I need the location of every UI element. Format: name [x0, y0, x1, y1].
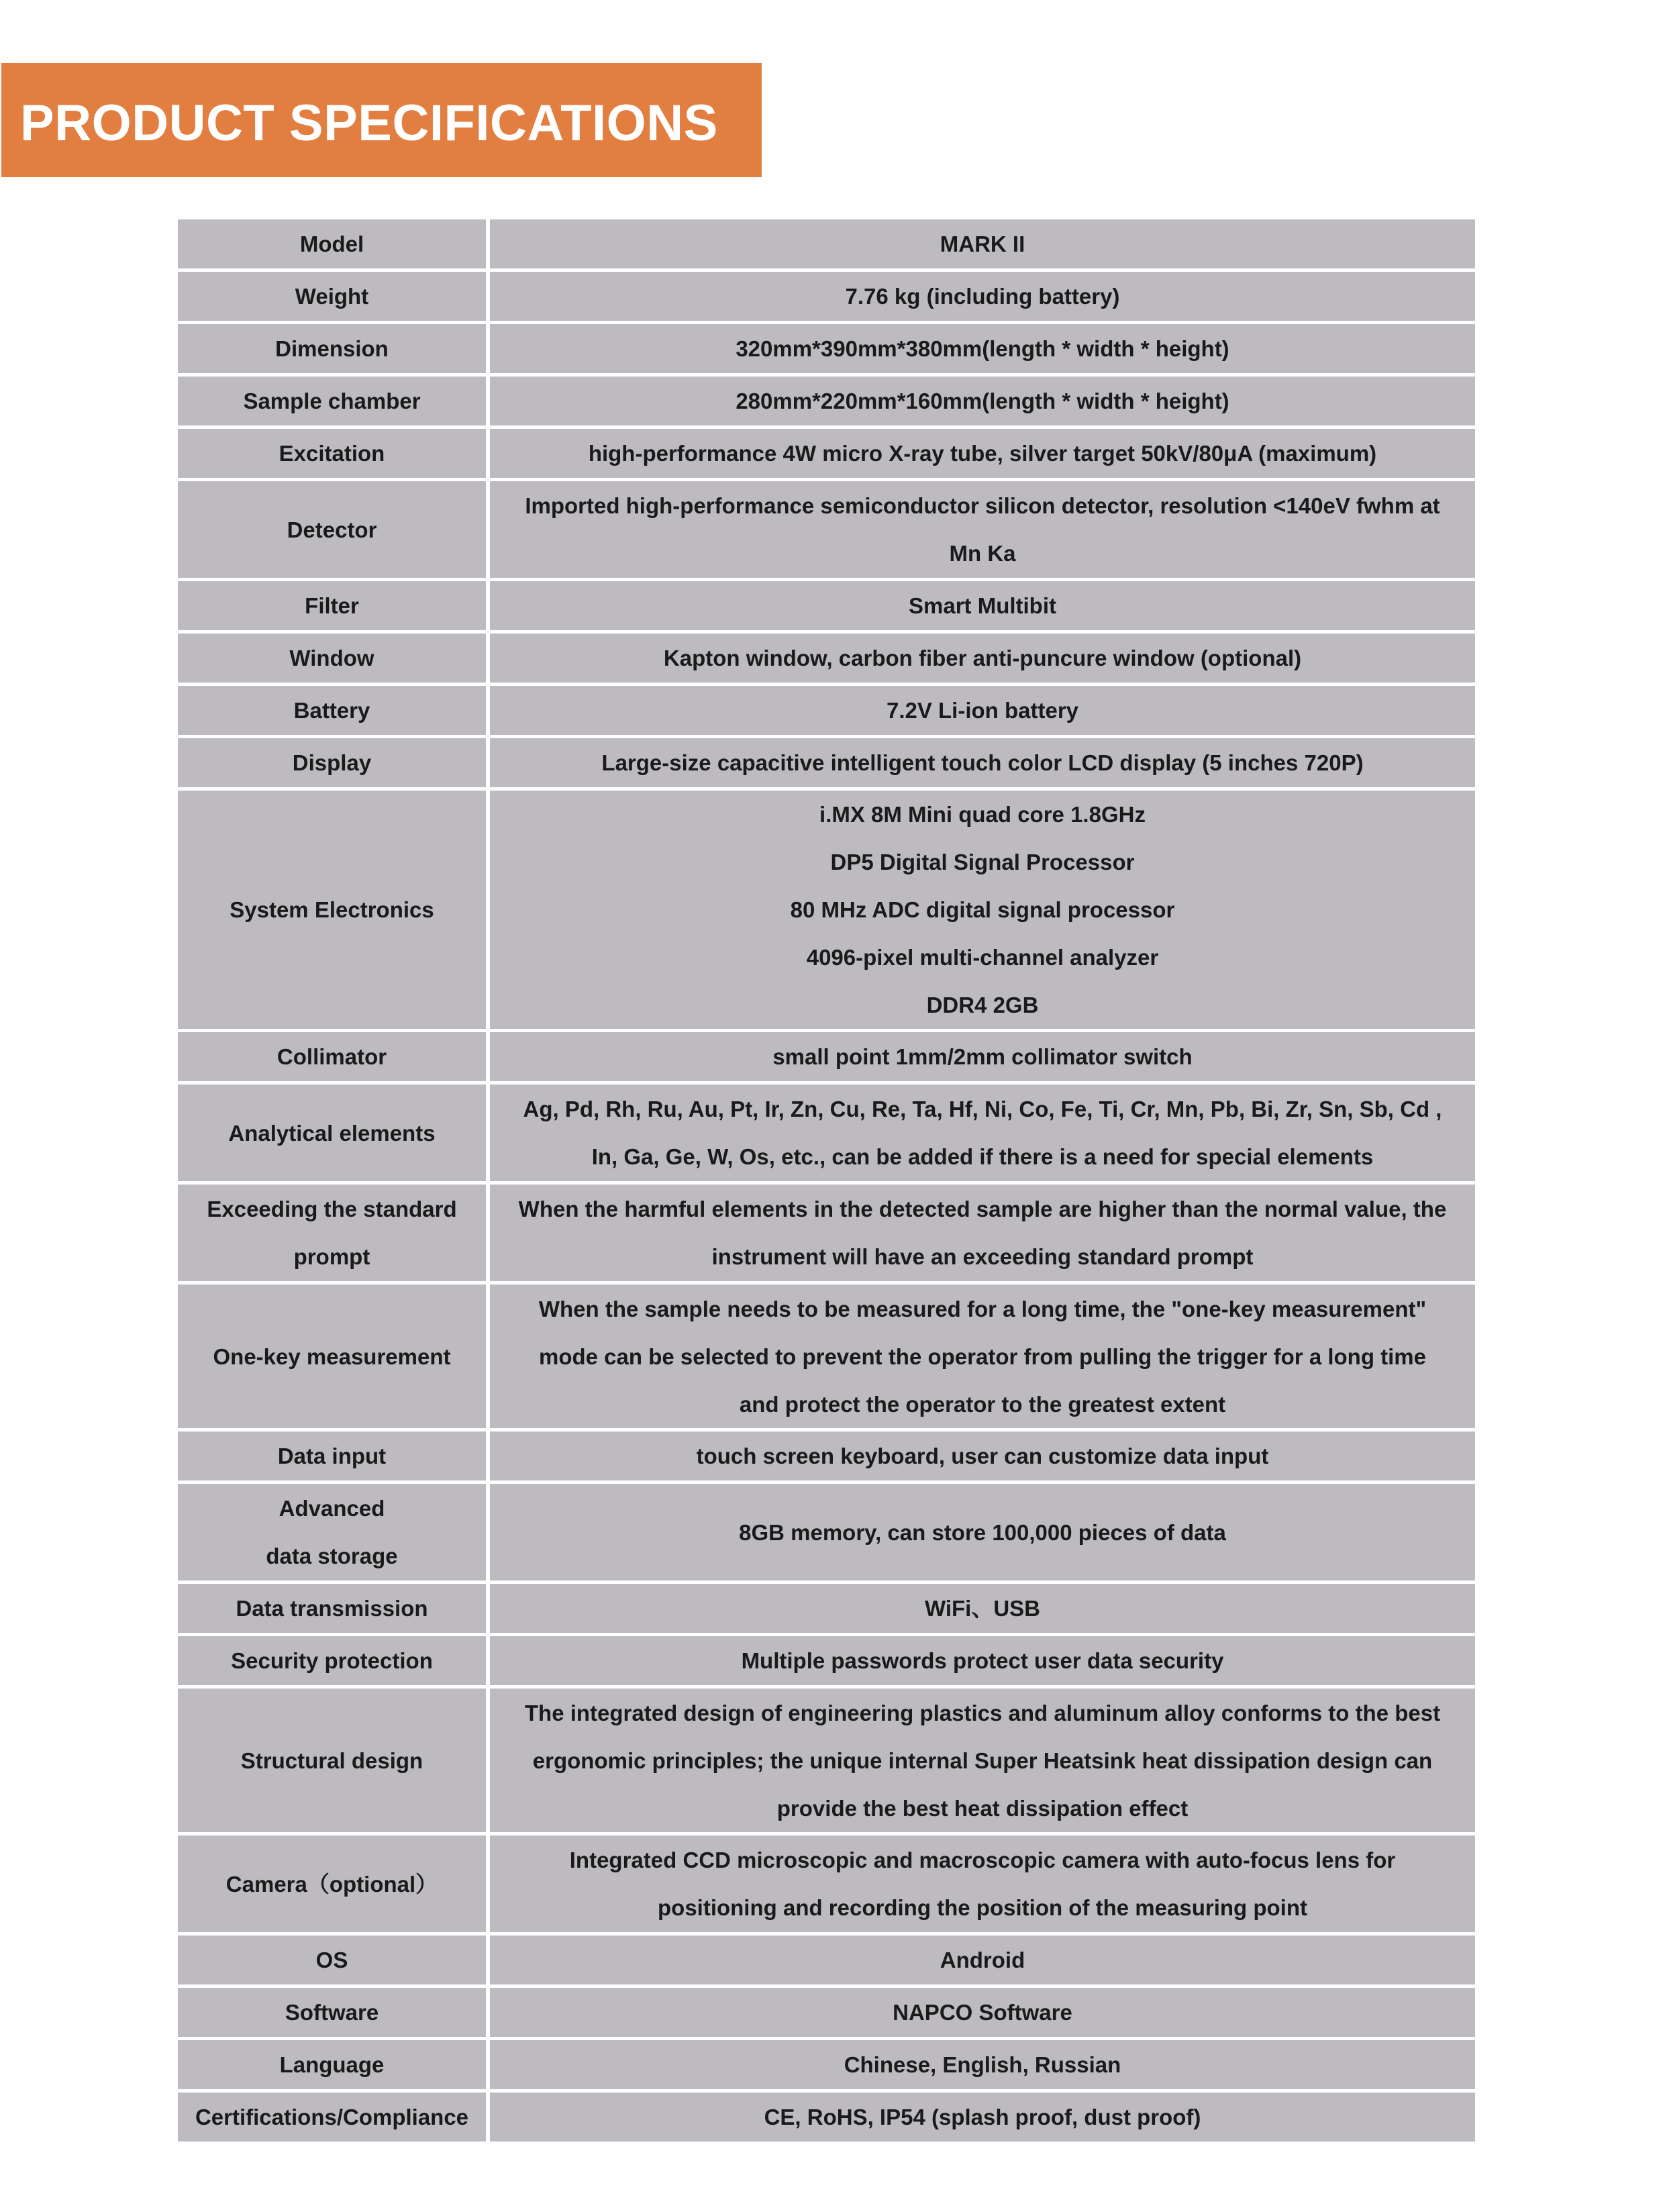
spec-value: 7.76 kg (including battery)	[845, 284, 1120, 309]
spec-label: Collimator	[276, 1044, 387, 1069]
spec-value-cell	[490, 1185, 1475, 1281]
spec-row	[178, 376, 1475, 425]
spec-value: 7.2V Li-ion battery	[886, 698, 1079, 723]
spec-label-cell	[178, 686, 490, 735]
spec-label: Exceeding the standard	[207, 1197, 457, 1221]
spec-label: Detector	[287, 517, 377, 542]
spec-row	[178, 581, 1475, 630]
spec-value-cell	[490, 1584, 1475, 1633]
spec-label: Model	[299, 232, 364, 256]
spec-label-cell	[178, 1689, 490, 1832]
spec-value: 4096-pixel multi-channel analyzer	[806, 945, 1159, 970]
spec-row	[178, 1085, 1475, 1181]
spec-row	[178, 272, 1475, 321]
spec-value: NAPCO Software	[893, 2000, 1072, 2025]
spec-label-cell	[178, 1584, 490, 1633]
spec-label-cell	[178, 481, 490, 578]
spec-label-cell	[178, 581, 490, 630]
spec-label: Analytical elements	[228, 1120, 436, 1146]
spec-value-cell	[490, 1032, 1475, 1081]
spec-value: touch screen keyboard, user can customize data input	[696, 1444, 1269, 1468]
spec-row	[178, 324, 1475, 373]
spec-value-cell	[490, 272, 1475, 321]
spec-label: Camera（optional）	[225, 1871, 438, 1897]
spec-label: OS	[315, 1948, 348, 1972]
spec-value: MARK II	[940, 232, 1025, 256]
page-title: PRODUCT SPECIFICATIONS	[20, 94, 718, 152]
spec-value: The integrated design of engineering plastics and aluminum alloy conforms to the best	[524, 1700, 1441, 1725]
spec-label-cell	[178, 1085, 490, 1181]
spec-value: When the harmful elements in the detected sample are higher than the normal value, the	[518, 1197, 1447, 1221]
spec-label-cell	[178, 634, 490, 683]
spec-value: 8GB memory, can store 100,000 pieces of data	[739, 1519, 1226, 1545]
spec-label-cell	[178, 272, 490, 321]
spec-label-cell	[178, 1285, 490, 1428]
spec-row	[178, 2040, 1475, 2089]
spec-label: Security protection	[231, 1648, 433, 1673]
spec-value: mode can be selected to prevent the operator from pulling the trigger for a long time	[538, 1344, 1426, 1369]
spec-label: Structural design	[240, 1748, 423, 1773]
spec-value: Large-size capacitive intelligent touch color LCD display (5 inches 720P)	[601, 750, 1364, 775]
specifications-table-body	[178, 219, 1475, 2142]
spec-value: Chinese, English, Russian	[844, 2052, 1121, 2077]
spec-label: Advanced	[279, 1496, 385, 1521]
spec-label: Display	[292, 750, 372, 775]
spec-value: 80 MHz ADC digital signal processor	[790, 897, 1175, 922]
spec-row	[178, 1285, 1475, 1428]
spec-value-cell	[490, 1285, 1475, 1428]
spec-value: Mn Ka	[949, 541, 1016, 566]
spec-label: data storage	[266, 1544, 398, 1568]
spec-row	[178, 738, 1475, 787]
spec-label: Dimension	[275, 336, 389, 361]
spec-value-cell	[490, 1636, 1475, 1685]
spec-label: System Electronics	[230, 897, 434, 922]
spec-label: Window	[289, 646, 374, 670]
spec-label: One-key measurement	[213, 1344, 451, 1369]
spec-value-cell	[490, 1431, 1475, 1480]
spec-value: instrument will have an exceeding standard prompt	[711, 1244, 1254, 1269]
spec-value-cell	[490, 1988, 1475, 2037]
specifications-table	[178, 216, 1475, 2145]
spec-value-cell	[490, 686, 1475, 735]
spec-value-cell	[490, 429, 1475, 478]
spec-label-cell	[178, 738, 490, 787]
spec-label: Data input	[277, 1444, 387, 1468]
spec-value-cell	[490, 738, 1475, 787]
spec-value: positioning and recording the position of the measuring point	[658, 1895, 1307, 1920]
spec-label-cell	[178, 324, 490, 373]
spec-value-cell	[490, 581, 1475, 630]
spec-row	[178, 429, 1475, 478]
spec-value: high-performance 4W micro X-ray tube, silver target 50kV/80μA (maximum)	[588, 441, 1377, 466]
spec-value: provide the best heat dissipation effect	[776, 1795, 1189, 1821]
spec-row	[178, 1689, 1475, 1832]
spec-label: Certifications/Compliance	[195, 2105, 469, 2129]
spec-row	[178, 634, 1475, 683]
spec-label-cell	[178, 1431, 490, 1480]
spec-value: Integrated CCD microscopic and macroscopic camera with auto-focus lens for	[569, 1848, 1396, 1872]
spec-value: 320mm*390mm*380mm(length * width * height)	[736, 336, 1229, 361]
spec-row	[178, 791, 1475, 1029]
spec-value-cell	[490, 1484, 1475, 1580]
spec-label-cell	[178, 1032, 490, 1081]
spec-row	[178, 1185, 1475, 1281]
spec-row	[178, 1636, 1475, 1685]
spec-label: Software	[285, 2000, 379, 2025]
spec-value-cell	[490, 219, 1475, 268]
spec-value: Ag, Pd, Rh, Ru, Au, Pt, Ir, Zn, Cu, Re, Ta, Hf, Ni, Co, Fe, Ti, Cr, Mn, Pb, Bi, Zr, Sn, Sb, Cd ,	[523, 1097, 1442, 1121]
spec-label-cell	[178, 1636, 490, 1685]
spec-value: Imported high-performance semiconductor silicon detector, resolution <140eV fwhm at	[525, 493, 1440, 518]
spec-row	[178, 1584, 1475, 1633]
spec-row	[178, 686, 1475, 735]
spec-value-cell	[490, 376, 1475, 425]
spec-value-cell	[490, 1836, 1475, 1932]
spec-label-cell	[178, 376, 490, 425]
spec-value: Kapton window, carbon fiber anti-puncure window (optional)	[663, 646, 1302, 670]
spec-label: Language	[279, 2052, 385, 2077]
spec-value: Android	[940, 1948, 1025, 1972]
spec-value: i.MX 8M Mini quad core 1.8GHz	[819, 802, 1146, 827]
spec-value: When the sample needs to be measured for a long time, the "one-key measurement"	[538, 1296, 1427, 1321]
spec-row	[178, 481, 1475, 578]
spec-row	[178, 1988, 1475, 2037]
spec-row	[178, 1484, 1475, 1580]
spec-label-cell	[178, 1484, 490, 1580]
spec-value-cell	[490, 791, 1475, 1029]
spec-value-cell	[490, 481, 1475, 578]
spec-value: DP5 Digital Signal Processor	[830, 850, 1135, 874]
spec-value-cell	[490, 1936, 1475, 1984]
spec-value: ergonomic principles; the unique internal Super Heatsink heat dissipation design can	[532, 1748, 1433, 1773]
spec-label-cell	[178, 429, 490, 478]
spec-row	[178, 1836, 1475, 1932]
spec-label-cell	[178, 1936, 490, 1984]
spec-value-cell	[490, 1085, 1475, 1181]
spec-row	[178, 1431, 1475, 1480]
spec-value: and protect the operator to the greatest extent	[739, 1391, 1226, 1417]
spec-label: Data transmission	[236, 1596, 428, 1621]
spec-value-cell	[490, 2093, 1475, 2142]
spec-label: Filter	[305, 593, 359, 618]
spec-value: small point 1mm/2mm collimator switch	[772, 1044, 1193, 1069]
spec-label-cell	[178, 2040, 490, 2089]
spec-value: DDR4 2GB	[926, 993, 1039, 1017]
spec-value: 280mm*220mm*160mm(length * width * height)	[736, 389, 1229, 413]
spec-value: Multiple passwords protect user data security	[741, 1648, 1224, 1673]
spec-value: In, Ga, Ge, W, Os, etc., can be added if there is a need for special elements	[591, 1144, 1374, 1169]
spec-row	[178, 1032, 1475, 1081]
spec-value-cell	[490, 634, 1475, 683]
spec-label: prompt	[293, 1244, 370, 1269]
spec-value: Smart Multibit	[909, 593, 1056, 618]
spec-label: Battery	[293, 698, 370, 723]
spec-value: WiFi、USB	[924, 1596, 1041, 1621]
spec-value-cell	[490, 2040, 1475, 2089]
spec-value-cell	[490, 324, 1475, 373]
spec-label-cell	[178, 1185, 490, 1281]
spec-label-cell	[178, 1988, 490, 2037]
spec-label: Sample chamber	[243, 389, 421, 413]
spec-row	[178, 2093, 1475, 2142]
spec-label-cell	[178, 2093, 490, 2142]
section-header-banner	[1, 63, 762, 177]
spec-value: CE, RoHS, IP54 (splash proof, dust proof)	[764, 2105, 1201, 2129]
spec-label-cell	[178, 791, 490, 1029]
spec-label: Excitation	[279, 441, 385, 466]
spec-label-cell	[178, 1836, 490, 1932]
spec-row	[178, 219, 1475, 268]
spec-row	[178, 1936, 1475, 1984]
spec-label: Weight	[295, 284, 369, 309]
spec-label-cell	[178, 219, 490, 268]
spec-value-cell	[490, 1689, 1475, 1832]
